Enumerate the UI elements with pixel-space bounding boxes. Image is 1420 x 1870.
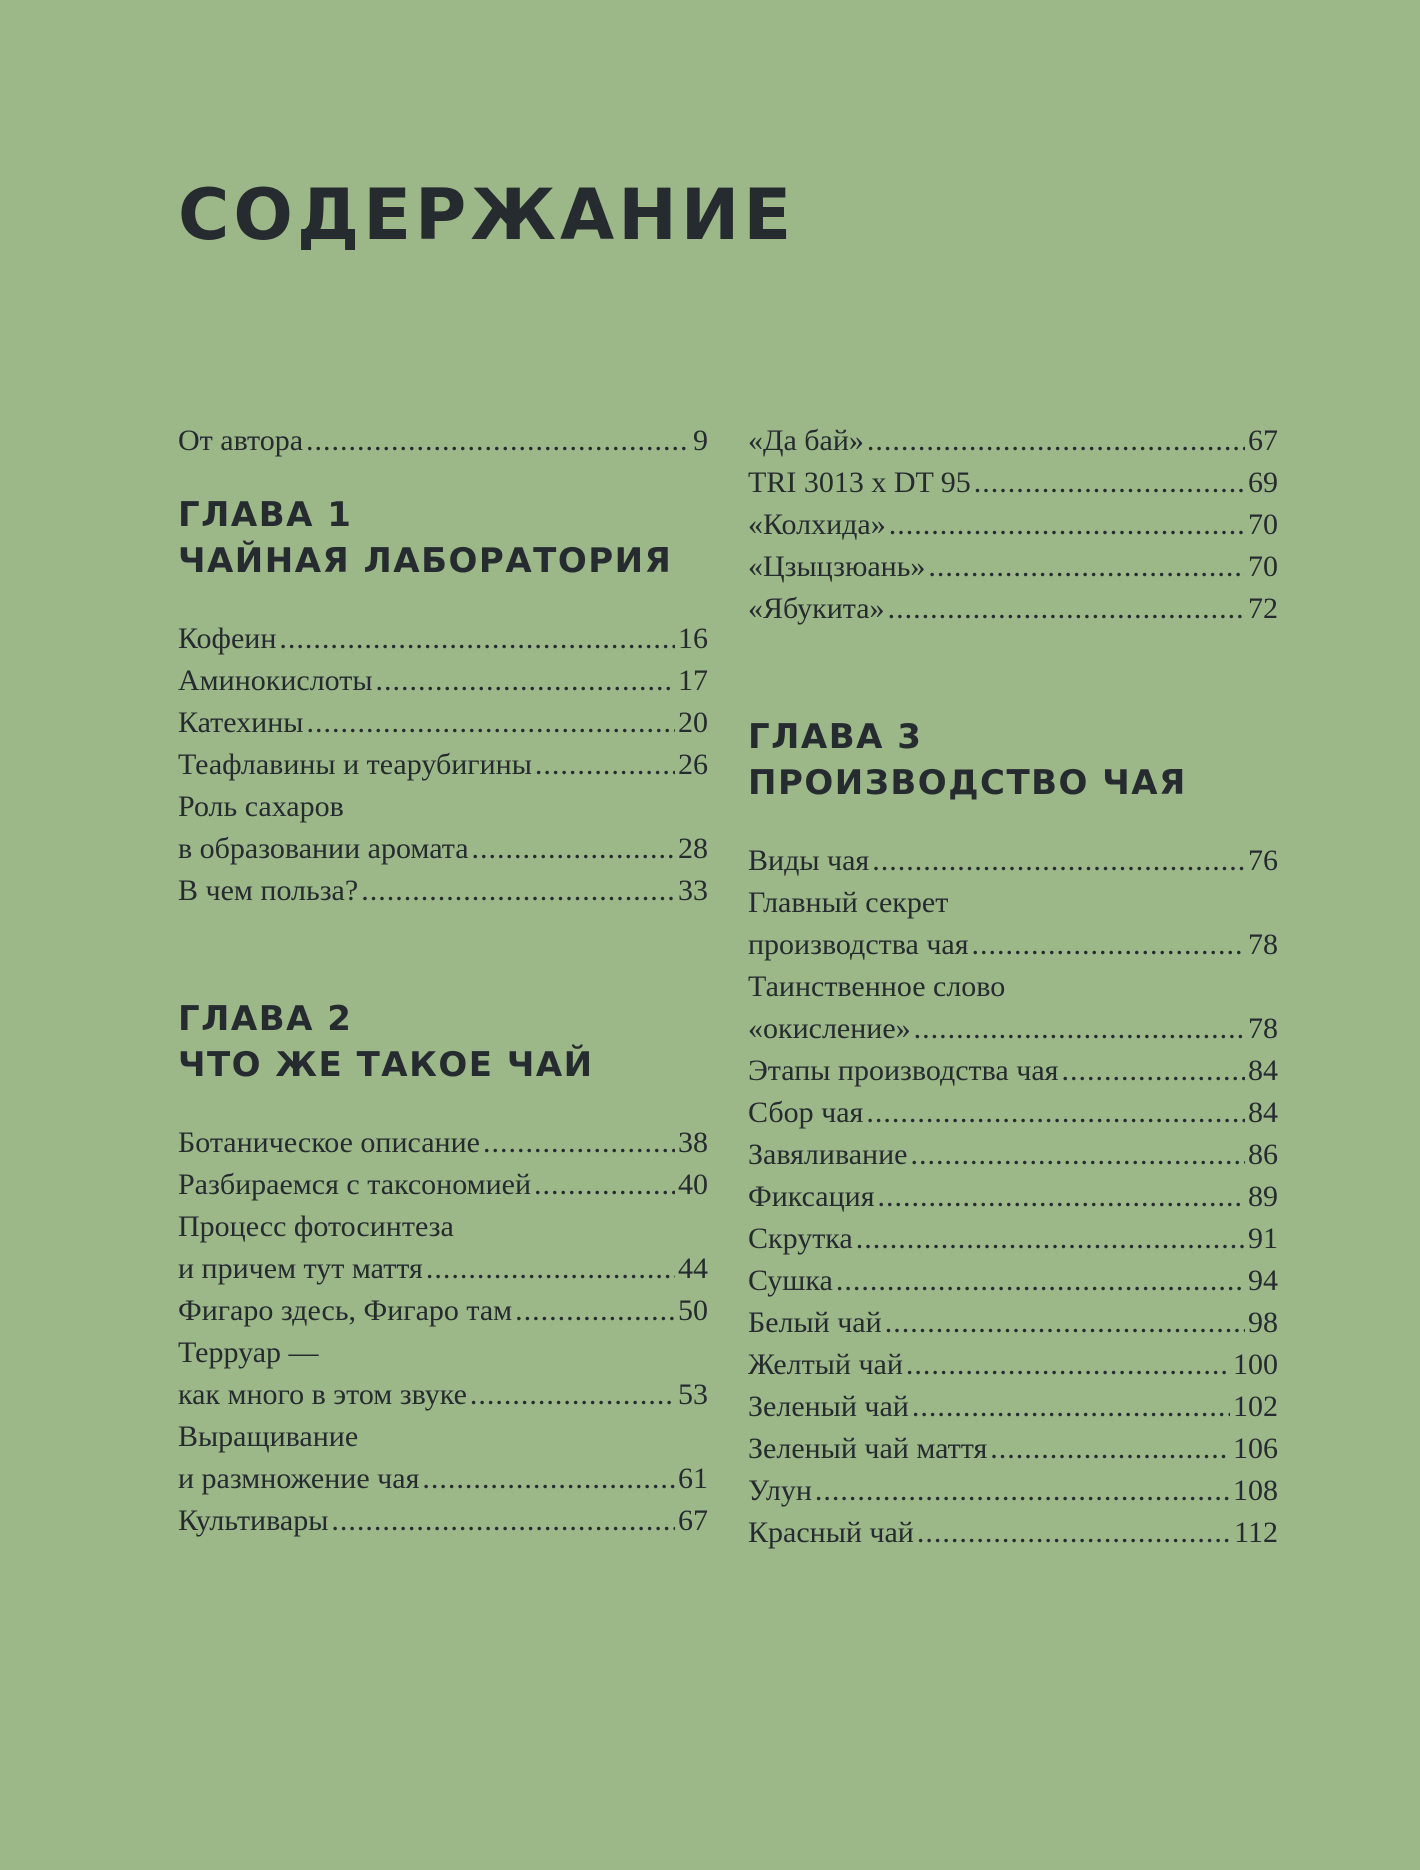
toc-entry[interactable] [748, 1470, 1278, 1512]
dot-leader [867, 420, 1245, 462]
toc-entry-title: Аминокислоты [178, 664, 373, 697]
toc-page-number: 89 [1248, 1180, 1278, 1213]
toc-entry[interactable] [748, 1428, 1278, 1470]
toc-page-number: 70 [1248, 508, 1278, 541]
toc-entry[interactable] [178, 1500, 708, 1542]
dot-leader [889, 504, 1245, 546]
toc-entry[interactable] [178, 1290, 708, 1332]
toc-page-number: 20 [678, 706, 708, 739]
chapter-label: ГЛАВА 2 [178, 999, 353, 1039]
dot-leader [376, 660, 675, 702]
toc-page-number: 76 [1248, 844, 1278, 877]
toc-entry-title: TRI 3013 x DT 95 [748, 466, 971, 499]
toc-entry-title-line1[interactable]: Выращивание [178, 1420, 359, 1453]
toc-entry[interactable] [178, 1122, 708, 1164]
dot-leader [872, 840, 1245, 882]
dot-leader [885, 1302, 1245, 1344]
dot-leader [470, 1374, 675, 1416]
toc-page-number: 53 [678, 1378, 708, 1411]
dot-leader [878, 1176, 1246, 1218]
toc-page-number: 91 [1248, 1222, 1278, 1255]
toc-entry-title-line1[interactable]: Роль сахаров [178, 790, 344, 823]
toc-entry-title: Фигаро здесь, Фигаро там [178, 1294, 513, 1327]
dot-leader [1061, 1050, 1245, 1092]
toc-page-number: 72 [1248, 592, 1278, 625]
toc-page-number: 78 [1248, 1012, 1278, 1045]
dot-leader [974, 462, 1245, 504]
toc-entry[interactable] [748, 1386, 1278, 1428]
toc-page-number: 26 [678, 748, 708, 781]
toc-page-number: 84 [1248, 1054, 1278, 1087]
toc-entry-title: и причем тут маття [178, 1252, 423, 1285]
toc-entry[interactable] [748, 1260, 1278, 1302]
toc-page-number: 40 [678, 1168, 708, 1201]
toc-page-number: 98 [1248, 1306, 1278, 1339]
toc-page-number: 38 [678, 1126, 708, 1159]
dot-leader [535, 744, 675, 786]
toc-page-number: 112 [1234, 1516, 1278, 1549]
dot-leader [483, 1122, 675, 1164]
toc-page-number: 9 [693, 424, 708, 457]
toc-page-number: 50 [678, 1294, 708, 1327]
toc-entry[interactable] [178, 1164, 708, 1206]
toc-entry[interactable] [748, 462, 1278, 504]
toc-entry[interactable] [178, 618, 708, 660]
toc-entry[interactable] [748, 546, 1278, 588]
toc-entry[interactable] [748, 840, 1278, 882]
toc-right-column [748, 420, 1278, 1554]
toc-page-number: 106 [1233, 1432, 1278, 1465]
toc-entry[interactable] [748, 924, 1278, 966]
dot-leader [917, 1512, 1231, 1554]
dot-leader [910, 1134, 1245, 1176]
dot-leader [426, 1248, 675, 1290]
toc-page-number: 16 [678, 622, 708, 655]
toc-page-number: 17 [678, 664, 708, 697]
toc-entry-title: Фиксация [748, 1180, 875, 1213]
chapter-name: ПРОИЗВОДСТВО ЧАЯ [748, 763, 1187, 803]
toc-entry-title: Скрутка [748, 1222, 853, 1255]
chapter-name: ЧАЙНАЯ ЛАБОРАТОРИЯ [178, 541, 673, 581]
toc-entry-title: «Цзыцзюань» [748, 550, 926, 583]
chapter-3-heading [748, 714, 1278, 806]
dot-leader [906, 1344, 1230, 1386]
toc-entry-title: «окисление» [748, 1012, 911, 1045]
toc-entry-title: Ботаническое описание [178, 1126, 480, 1159]
chapter-name: ЧТО ЖЕ ТАКОЕ ЧАЙ [178, 1045, 594, 1085]
toc-entry-title-line1[interactable]: Таинственное слово [748, 970, 1006, 1003]
dot-leader [422, 1458, 675, 1500]
toc-entry-title-line1[interactable]: Процесс фотосинтеза [178, 1210, 454, 1243]
chapter-1-heading [178, 492, 708, 584]
toc-entry-title: Зеленый чай [748, 1390, 909, 1423]
toc-page-number: 67 [678, 1504, 708, 1537]
toc-entry-title: Культивары [178, 1504, 329, 1537]
toc-entry[interactable] [748, 1218, 1278, 1260]
toc-page-number: 86 [1248, 1138, 1278, 1171]
toc-page-number: 94 [1248, 1264, 1278, 1297]
toc-entry-title: «Да бай» [748, 424, 864, 457]
dot-leader [472, 828, 675, 870]
toc-entry[interactable] [178, 870, 708, 912]
toc-entry[interactable] [748, 1134, 1278, 1176]
dot-leader [815, 1470, 1230, 1512]
toc-page-number: 69 [1248, 466, 1278, 499]
toc-entry-intro[interactable] [178, 420, 708, 462]
dot-leader [888, 588, 1245, 630]
toc-entry[interactable] [748, 1092, 1278, 1134]
toc-page-number: 78 [1248, 928, 1278, 961]
dot-leader [972, 924, 1245, 966]
toc-entry-title: Сбор чая [748, 1096, 864, 1129]
dot-leader [914, 1008, 1245, 1050]
toc-entry-title: и размножение чая [178, 1462, 420, 1495]
toc-entry-title: Желтый чай [748, 1348, 903, 1381]
toc-entry-title: «Ябукита» [748, 592, 885, 625]
toc-entry-title: Теафлавины и теарубигины [178, 748, 532, 781]
dot-leader [306, 420, 690, 462]
dot-leader [912, 1386, 1230, 1428]
toc-entry-title: Виды чая [748, 844, 870, 877]
toc-entry[interactable] [178, 660, 708, 702]
toc-entry[interactable] [748, 1008, 1278, 1050]
toc-page-number: 84 [1248, 1096, 1278, 1129]
toc-entry[interactable] [178, 1374, 708, 1416]
chapter-label: ГЛАВА 1 [178, 495, 353, 535]
toc-entry[interactable] [748, 1176, 1278, 1218]
toc-entry-title: производства чая [748, 928, 969, 961]
dot-leader [534, 1164, 675, 1206]
toc-entry[interactable] [178, 828, 708, 870]
toc-entry-title: Завяливание [748, 1138, 908, 1171]
chapter-label: ГЛАВА 3 [748, 717, 923, 757]
toc-entry-title: «Колхида» [748, 508, 886, 541]
toc-page-number: 33 [678, 874, 708, 907]
toc-entry[interactable] [178, 744, 708, 786]
toc-entry[interactable] [748, 1050, 1278, 1092]
toc-entry-title: Этапы производства чая [748, 1054, 1059, 1087]
dot-leader [331, 1500, 675, 1542]
page-title: СОДЕРЖАНИЕ [178, 174, 796, 256]
toc-page-number: 102 [1233, 1390, 1278, 1423]
toc-entry-title: Белый чай [748, 1306, 882, 1339]
toc-entry[interactable] [178, 702, 708, 744]
dot-leader [279, 618, 675, 660]
toc-page-number: 61 [678, 1462, 708, 1495]
toc-page-number: 28 [678, 832, 708, 865]
toc-entry-title: От автора [178, 424, 304, 457]
dot-leader [856, 1218, 1245, 1260]
toc-entry[interactable] [178, 1458, 708, 1500]
toc-entry-title-line1[interactable]: Главный секрет [748, 886, 949, 919]
toc-page-number: 108 [1233, 1474, 1278, 1507]
dot-leader [515, 1290, 675, 1332]
toc-page-number: 100 [1233, 1348, 1278, 1381]
dot-leader [361, 870, 675, 912]
toc-entry[interactable] [748, 504, 1278, 546]
toc-entry[interactable] [748, 588, 1278, 630]
toc-left-column [178, 420, 708, 1542]
dot-leader [928, 546, 1245, 588]
toc-entry[interactable] [748, 420, 1278, 462]
toc-page-number: 67 [1248, 424, 1278, 457]
toc-entry-title-line1[interactable]: Терруар — [178, 1336, 319, 1369]
toc-entry-title: Улун [748, 1474, 812, 1507]
toc-entry-title: В чем польза? [178, 874, 359, 907]
chapter-2-heading [178, 996, 708, 1088]
dot-leader [866, 1092, 1245, 1134]
toc-entry-title: Разбираемся с таксономией [178, 1168, 532, 1201]
toc-entry-title: как много в этом звуке [178, 1378, 467, 1411]
toc-entry[interactable] [178, 1248, 708, 1290]
toc-page-number: 70 [1248, 550, 1278, 583]
toc-entry[interactable] [748, 1512, 1278, 1554]
toc-entry-title: Катехины [178, 706, 304, 739]
dot-leader [990, 1428, 1230, 1470]
toc-entry-title: в образовании аромата [178, 832, 469, 865]
toc-entry-title: Красный чай [748, 1516, 914, 1549]
toc-entry[interactable] [748, 1344, 1278, 1386]
toc-entry-title: Сушка [748, 1264, 833, 1297]
toc-entry-title: Кофеин [178, 622, 277, 655]
toc-entry-title: Зеленый чай маття [748, 1432, 988, 1465]
dot-leader [306, 702, 675, 744]
dot-leader [836, 1260, 1245, 1302]
toc-entry[interactable] [748, 1302, 1278, 1344]
toc-page-number: 44 [678, 1252, 708, 1285]
